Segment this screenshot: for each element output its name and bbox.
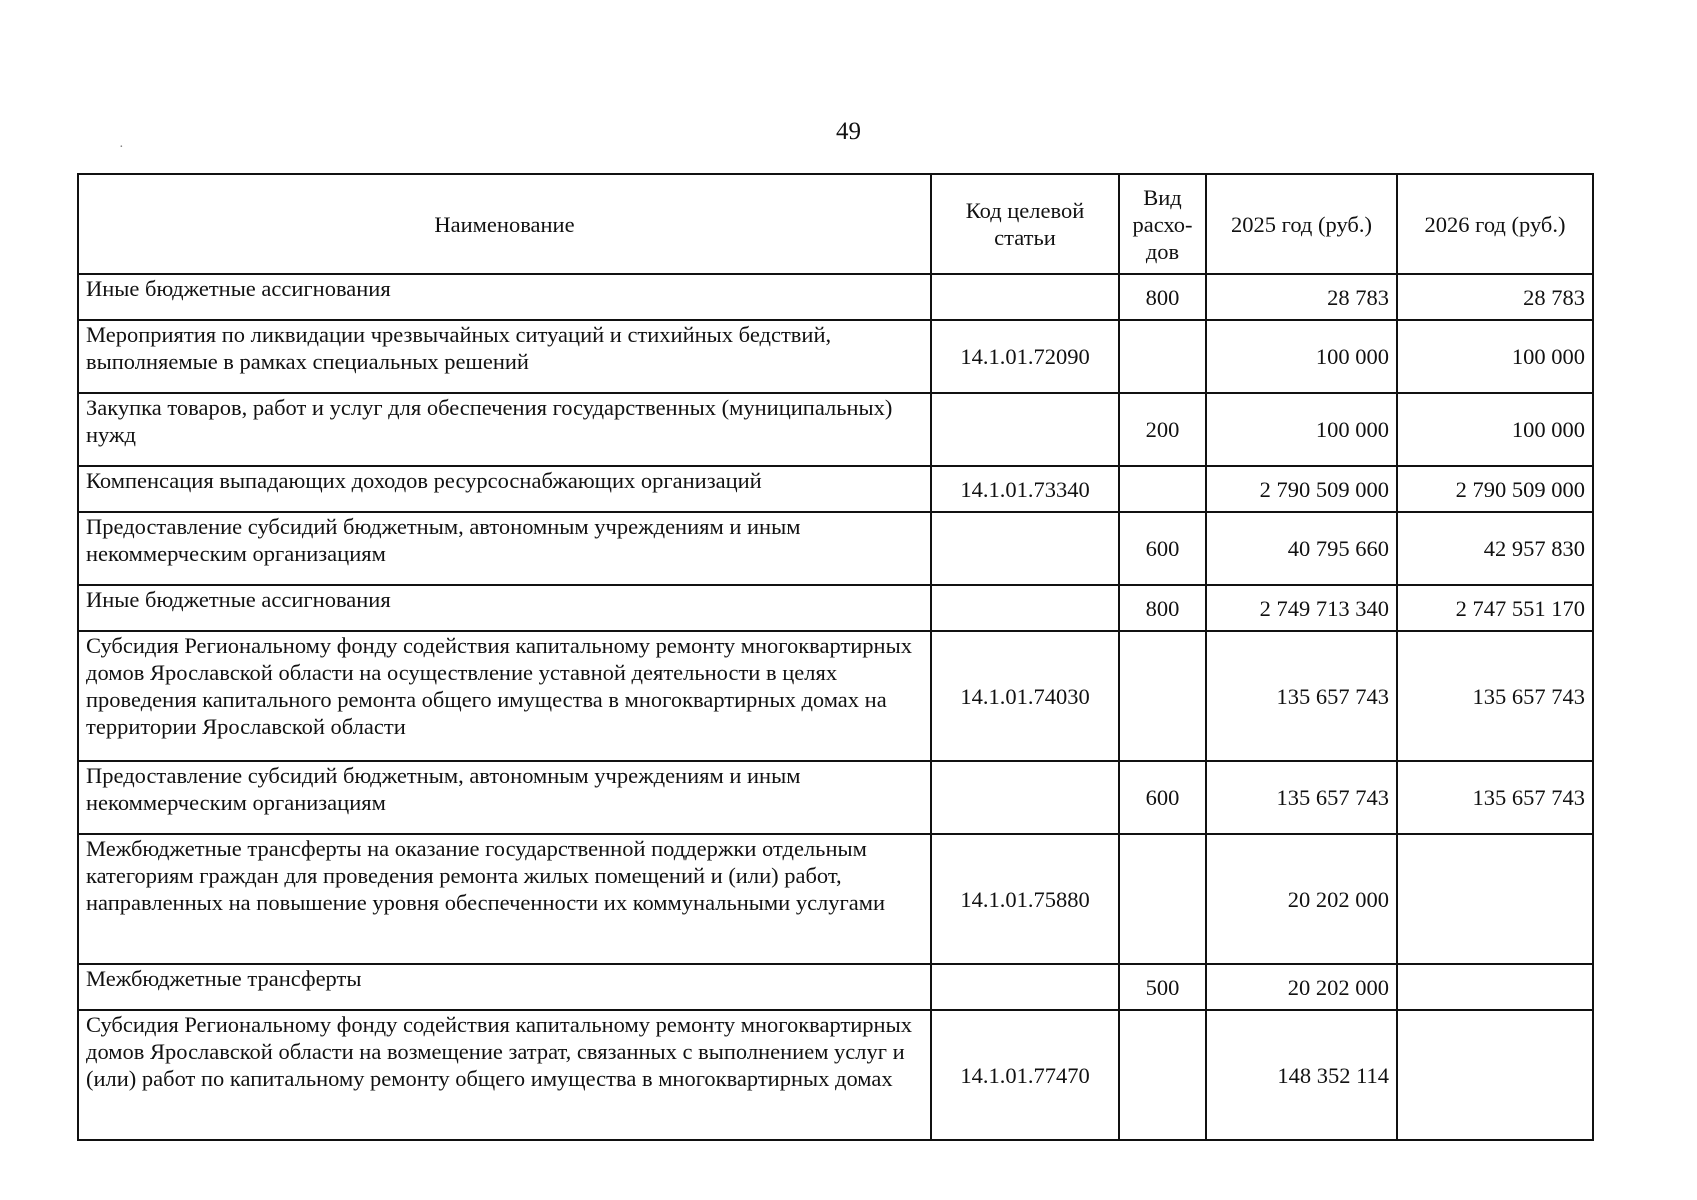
row-2025: 28 783: [1206, 274, 1397, 320]
row-code: 14.1.01.74030: [931, 631, 1119, 761]
table-row: [78, 512, 1593, 585]
row-kind: [1119, 834, 1206, 964]
row-code: [931, 761, 1119, 834]
table-row: [78, 834, 1593, 964]
row-code: 14.1.01.75880: [931, 834, 1119, 964]
table-row: [78, 274, 1593, 320]
row-2026: 28 783: [1397, 274, 1593, 320]
row-kind: [1119, 320, 1206, 393]
row-name: Закупка товаров, работ и услуг для обеспечения государственных (муниципальных) нужд: [78, 393, 931, 466]
row-2025: 135 657 743: [1206, 631, 1397, 761]
row-name: Межбюджетные трансферты на оказание государственной поддержки отдельным категориям граждан для проведения ремонта жилых помещений и (или) работ, направленных на повышение уровня обеспеченности их коммунальными услугами: [78, 834, 931, 964]
row-2026: 135 657 743: [1397, 631, 1593, 761]
row-2025: 100 000: [1206, 393, 1397, 466]
row-code: [931, 512, 1119, 585]
row-2026: 135 657 743: [1397, 761, 1593, 834]
row-code: [931, 585, 1119, 631]
row-name: Межбюджетные трансферты: [78, 964, 931, 1010]
row-code: [931, 393, 1119, 466]
header-2026: 2026 год (руб.): [1397, 174, 1593, 274]
row-name: Субсидия Региональному фонду содействия капитальному ремонту многоквартирных домов Ярославской области на осуществление уставной деятельности в целях проведения капитального ремонта общего имущества в многоквартирных домах на территории Ярославской области: [78, 631, 931, 761]
row-2025: 20 202 000: [1206, 964, 1397, 1010]
table-row: [78, 631, 1593, 761]
table-row: [78, 761, 1593, 834]
row-kind: [1119, 466, 1206, 512]
row-kind: 500: [1119, 964, 1206, 1010]
row-code: 14.1.01.72090: [931, 320, 1119, 393]
row-code: 14.1.01.77470: [931, 1010, 1119, 1140]
row-name: Предоставление субсидий бюджетным, автономным учреждениям и иным некоммерческим организациям: [78, 761, 931, 834]
table-row: [78, 466, 1593, 512]
row-kind: 200: [1119, 393, 1206, 466]
scan-speck: ·: [119, 140, 124, 155]
row-code: [931, 964, 1119, 1010]
row-name: Субсидия Региональному фонду содействия капитальному ремонту многоквартирных домов Ярославской области на возмещение затрат, связанных с выполнением услуг и (или) работ по капитальному ремонту общего имущества в многоквартирных домах: [78, 1010, 931, 1140]
table-header-row: [78, 174, 1593, 274]
row-kind: 800: [1119, 274, 1206, 320]
row-2026: [1397, 1010, 1593, 1140]
table-row: [78, 393, 1593, 466]
row-name: Мероприятия по ликвидации чрезвычайных ситуаций и стихийных бедствий, выполняемые в рамках специальных решений: [78, 320, 931, 393]
table-row: [78, 964, 1593, 1010]
header-kind: Вид расхо-дов: [1119, 174, 1206, 274]
row-kind: [1119, 631, 1206, 761]
row-2026: 100 000: [1397, 393, 1593, 466]
header-name: Наименование: [78, 174, 931, 274]
row-2025: 100 000: [1206, 320, 1397, 393]
row-2026: 42 957 830: [1397, 512, 1593, 585]
table-row: [78, 320, 1593, 393]
row-kind: 800: [1119, 585, 1206, 631]
row-kind: 600: [1119, 512, 1206, 585]
row-2026: 2 747 551 170: [1397, 585, 1593, 631]
row-2025: 2 749 713 340: [1206, 585, 1397, 631]
row-2026: [1397, 964, 1593, 1010]
row-2026: 100 000: [1397, 320, 1593, 393]
row-name: Иные бюджетные ассигнования: [78, 274, 931, 320]
row-2025: 40 795 660: [1206, 512, 1397, 585]
row-kind: [1119, 1010, 1206, 1140]
row-2025: 135 657 743: [1206, 761, 1397, 834]
row-name: Иные бюджетные ассигнования: [78, 585, 931, 631]
row-2025: 2 790 509 000: [1206, 466, 1397, 512]
page-number: 49: [836, 118, 861, 145]
row-code: 14.1.01.73340: [931, 466, 1119, 512]
table-row: [78, 1010, 1593, 1140]
table-row: [78, 585, 1593, 631]
row-2026: 2 790 509 000: [1397, 466, 1593, 512]
budget-table: [77, 173, 1594, 1141]
row-name: Предоставление субсидий бюджетным, автономным учреждениям и иным некоммерческим организациям: [78, 512, 931, 585]
row-2025: 148 352 114: [1206, 1010, 1397, 1140]
row-2025: 20 202 000: [1206, 834, 1397, 964]
header-code: Код целевой статьи: [931, 174, 1119, 274]
row-name: Компенсация выпадающих доходов ресурсоснабжающих организаций: [78, 466, 931, 512]
row-2026: [1397, 834, 1593, 964]
header-2025: 2025 год (руб.): [1206, 174, 1397, 274]
row-code: [931, 274, 1119, 320]
row-kind: 600: [1119, 761, 1206, 834]
